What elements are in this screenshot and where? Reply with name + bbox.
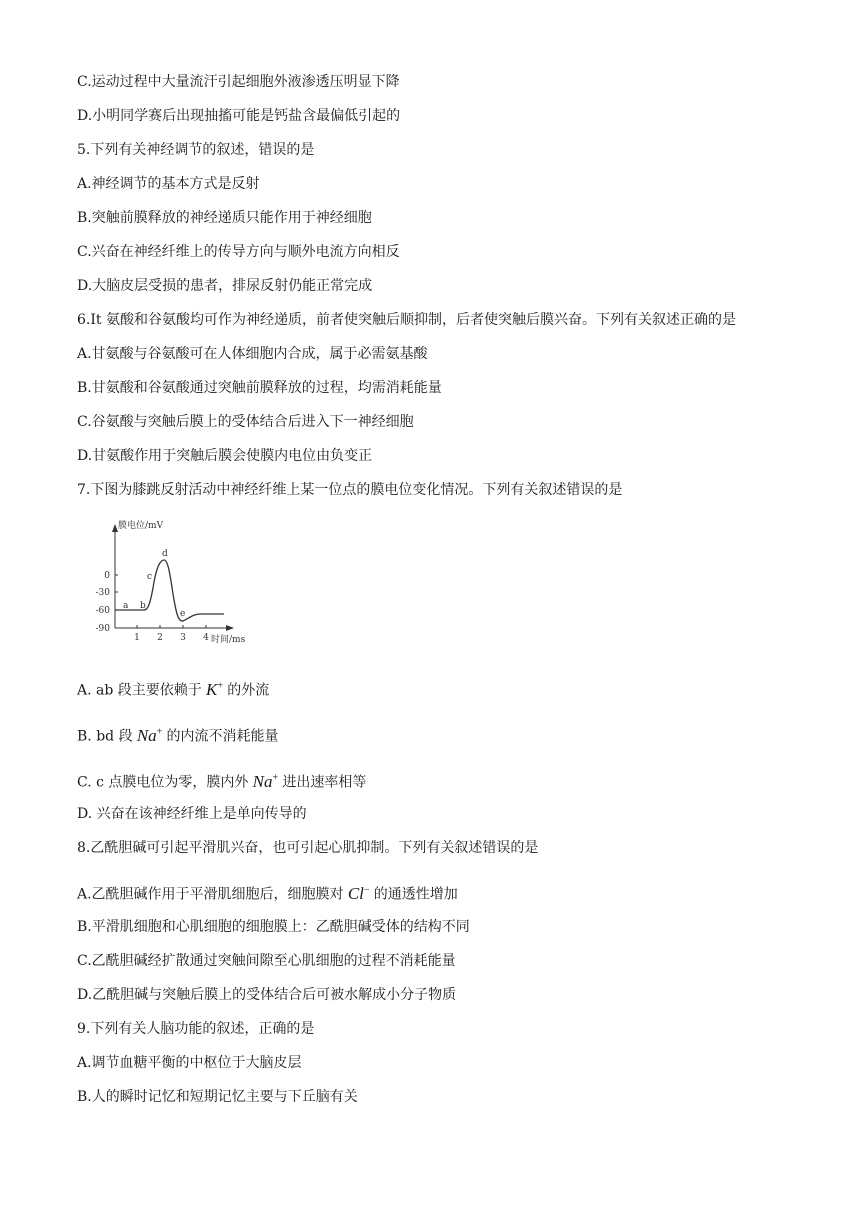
q8-stem: 8.乙酰胆碱可引起平滑肌兴奋，也可引起心肌抑制。下列有关叙述错误的是 (77, 840, 539, 856)
q9-stem: 9.下列有关人脑功能的叙述，正确的是 (77, 1021, 315, 1037)
point-d-label: d (162, 549, 168, 559)
x-tick-1: 1 (134, 633, 140, 643)
q9-option-a: A.调节血糖平衡的中枢位于大脑皮层 (77, 1055, 302, 1071)
q5-option-b: B.突触前膜释放的神经递质只能作用于神经细胞 (77, 210, 372, 226)
q6-option-b: B.甘氨酸和谷氨酸通过突触前膜释放的过程，均需消耗能量 (77, 380, 442, 396)
q6-option-c: C.谷氨酸与突触后膜上的受体结合后进入下一神经细胞 (77, 414, 414, 430)
q6-option-d: D.甘氨酸作用于突触后膜会使膜内电位由负变正 (77, 448, 373, 464)
q4-option-d: D.小明同学赛后出现抽搐可能是钙盐含最偏低引起的 (77, 108, 401, 124)
y-tick-0: 0 (104, 571, 110, 581)
q7-stem: 7.下图为膝跳反射活动中神经纤维上某一位点的膜电位变化情况。下列有关叙述错误的是 (77, 482, 623, 498)
x-tick-4: 4 (203, 633, 209, 643)
potential-curve (115, 560, 224, 621)
q9-option-b: B.人的瞬时记忆和短期记忆主要与下丘脑有关 (77, 1089, 358, 1105)
point-a-label: a (123, 601, 129, 611)
q6-option-a: A.甘氨酸与谷氨酸可在人体细胞内合成，属于必需氨基酸 (77, 346, 428, 362)
sodium-ion: Na+ (136, 725, 163, 745)
y-axis-label: 膜电位/mV (118, 521, 164, 531)
point-b-label: b (140, 601, 146, 611)
point-c-label: c (147, 572, 153, 582)
sodium-ion: Na+ (252, 771, 279, 791)
q7-option-b: B. bd 段 Na+ 的内流不消耗能量 (77, 725, 279, 745)
y-tick-minus90: -90 (95, 624, 110, 634)
q5-option-c: C.兴奋在神经纤维上的传导方向与顺外电流方向相反 (77, 244, 400, 260)
q5-option-d: D.大脑皮层受损的患者，排尿反射仍能正常完成 (77, 278, 373, 294)
q8-option-c: C.乙酰胆碱经扩散通过突触间隙至心肌细胞的过程不消耗能量 (77, 953, 456, 969)
potassium-ion: K+ (206, 679, 224, 699)
q8-option-b: B.平滑肌细胞和心肌细胞的细胞膜上：乙酰胆碱受体的结构不同 (77, 919, 470, 935)
q5-option-a: A.神经调节的基本方式是反射 (77, 176, 260, 192)
x-tick-2: 2 (157, 633, 163, 643)
y-tick-minus30: -30 (95, 588, 110, 598)
q8-option-d: D.乙酰胆碱与突触后膜上的受体结合后可被水解成小分子物质 (77, 987, 457, 1003)
q6-stem: 6.It 氨酸和谷氨酸均可作为神经递质，前者使突触后顺抑制，后者使突触后膜兴奋。下列有关叙述正确的是 (77, 312, 736, 328)
chloride-ion: Cl− (347, 883, 370, 903)
q7-option-a: A. ab 段主要依赖于 K+ 的外流 (77, 679, 270, 699)
x-tick-3: 3 (180, 633, 186, 643)
q7-option-d: D. 兴奋在该神经纤维上是单向传导的 (77, 806, 307, 822)
point-e-label: e (180, 609, 186, 619)
membrane-potential-graph (90, 516, 260, 651)
q5-stem: 5.下列有关神经调节的叙述，错误的是 (77, 142, 315, 158)
q8-option-a: A.乙酰胆碱作用于平滑肌细胞后，细胞膜对 Cl− 的通透性增加 (77, 883, 458, 903)
x-axis-label: 时间/ms (211, 635, 246, 645)
q7-option-c: C. c 点膜电位为零，膜内外 Na+ 进出速率相等 (77, 771, 367, 791)
q4-option-c: C.运动过程中大量流汗引起细胞外液渗透压明显下降 (77, 74, 400, 90)
y-tick-minus60: -60 (95, 606, 110, 616)
